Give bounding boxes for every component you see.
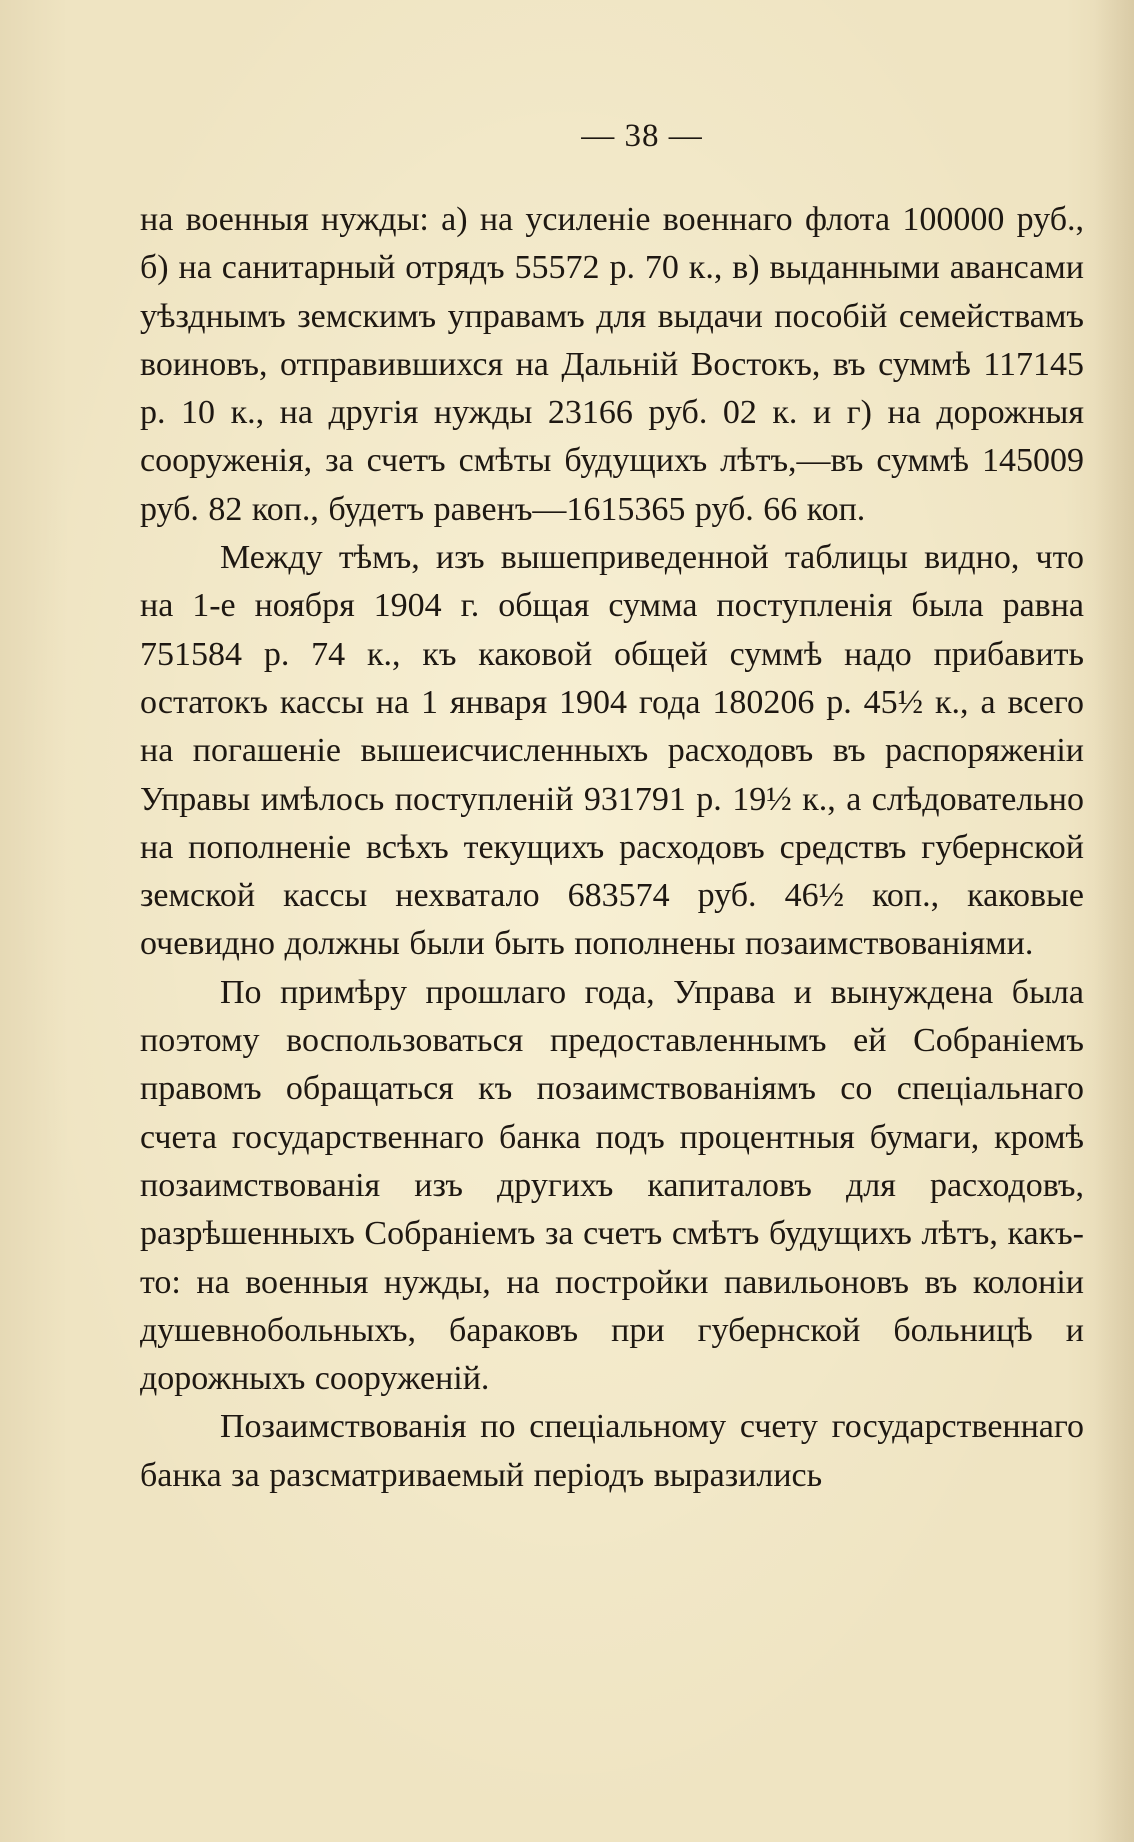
paragraph-bank-loans: Позаимствованія по спеціальному счету государственнаго банка за разсматриваемый періодъ выразились — [140, 1408, 1084, 1494]
page-number: — 38 — — [581, 118, 703, 154]
paragraph-borrowing: По примѣру прошлаго года, Управа и вынуждена была поэтому воспользоваться предоставленнымъ ей Собраніемъ правомъ обращаться къ позаимствованіямъ со спеціальнаго счета государственнаго банка подъ процентныя бумаги, кромѣ позаимствованія изъ другихъ капиталовъ для расходовъ, разрѣшенныхъ Собраніемъ за счетъ смѣтъ будущихъ лѣтъ, какъ-то: на военныя нужды, на постройки павильоновъ въ колоніи душевнобольныхъ, бараковъ при губернской больницѣ и дорожныхъ сооруженій. — [140, 973, 1084, 1398]
page-edge-shadow — [1094, 0, 1134, 1842]
paragraph-budget-shortfall: Между тѣмъ, изъ вышеприведенной таблицы видно, что на 1-е ноября 1904 г. общая сумма поступленія была равна 751584 р. 74 к., къ каковой общей суммѣ надо прибавить остатокъ кассы на 1 января 1904 года 180206 р. 45½ к., а всего на погашеніе вышеисчисленныхъ расходовъ въ распоряженіи Управы имѣлось поступленій 931791 р. 19½ к., а слѣдовательно на пополненіе всѣхъ текущихъ расходовъ средствъ губернской земской кассы нехватало 683574 руб. 46½ коп., каковые очевидно должны были быть пополнены позаимствованіями. — [140, 539, 1084, 963]
paragraph-continuation: на военныя нужды: а) на усиленіе военнаго флота 100000 руб., б) на санитарный отрядъ 55572 р. 70 к., в) выданными авансами уѣзднымъ земскимъ управамъ для выдачи пособій семействамъ воиновъ, отправившихся на Дальній Востокъ, въ суммѣ 117145 р. 10 к., на другія нужды 23166 руб. 02 к. и г) на дорожныя сооруженія, за счетъ смѣты будущихъ лѣтъ,—въ суммѣ 145009 руб. 82 коп., будетъ равенъ—1615365 руб. 66 коп. — [140, 201, 1084, 528]
